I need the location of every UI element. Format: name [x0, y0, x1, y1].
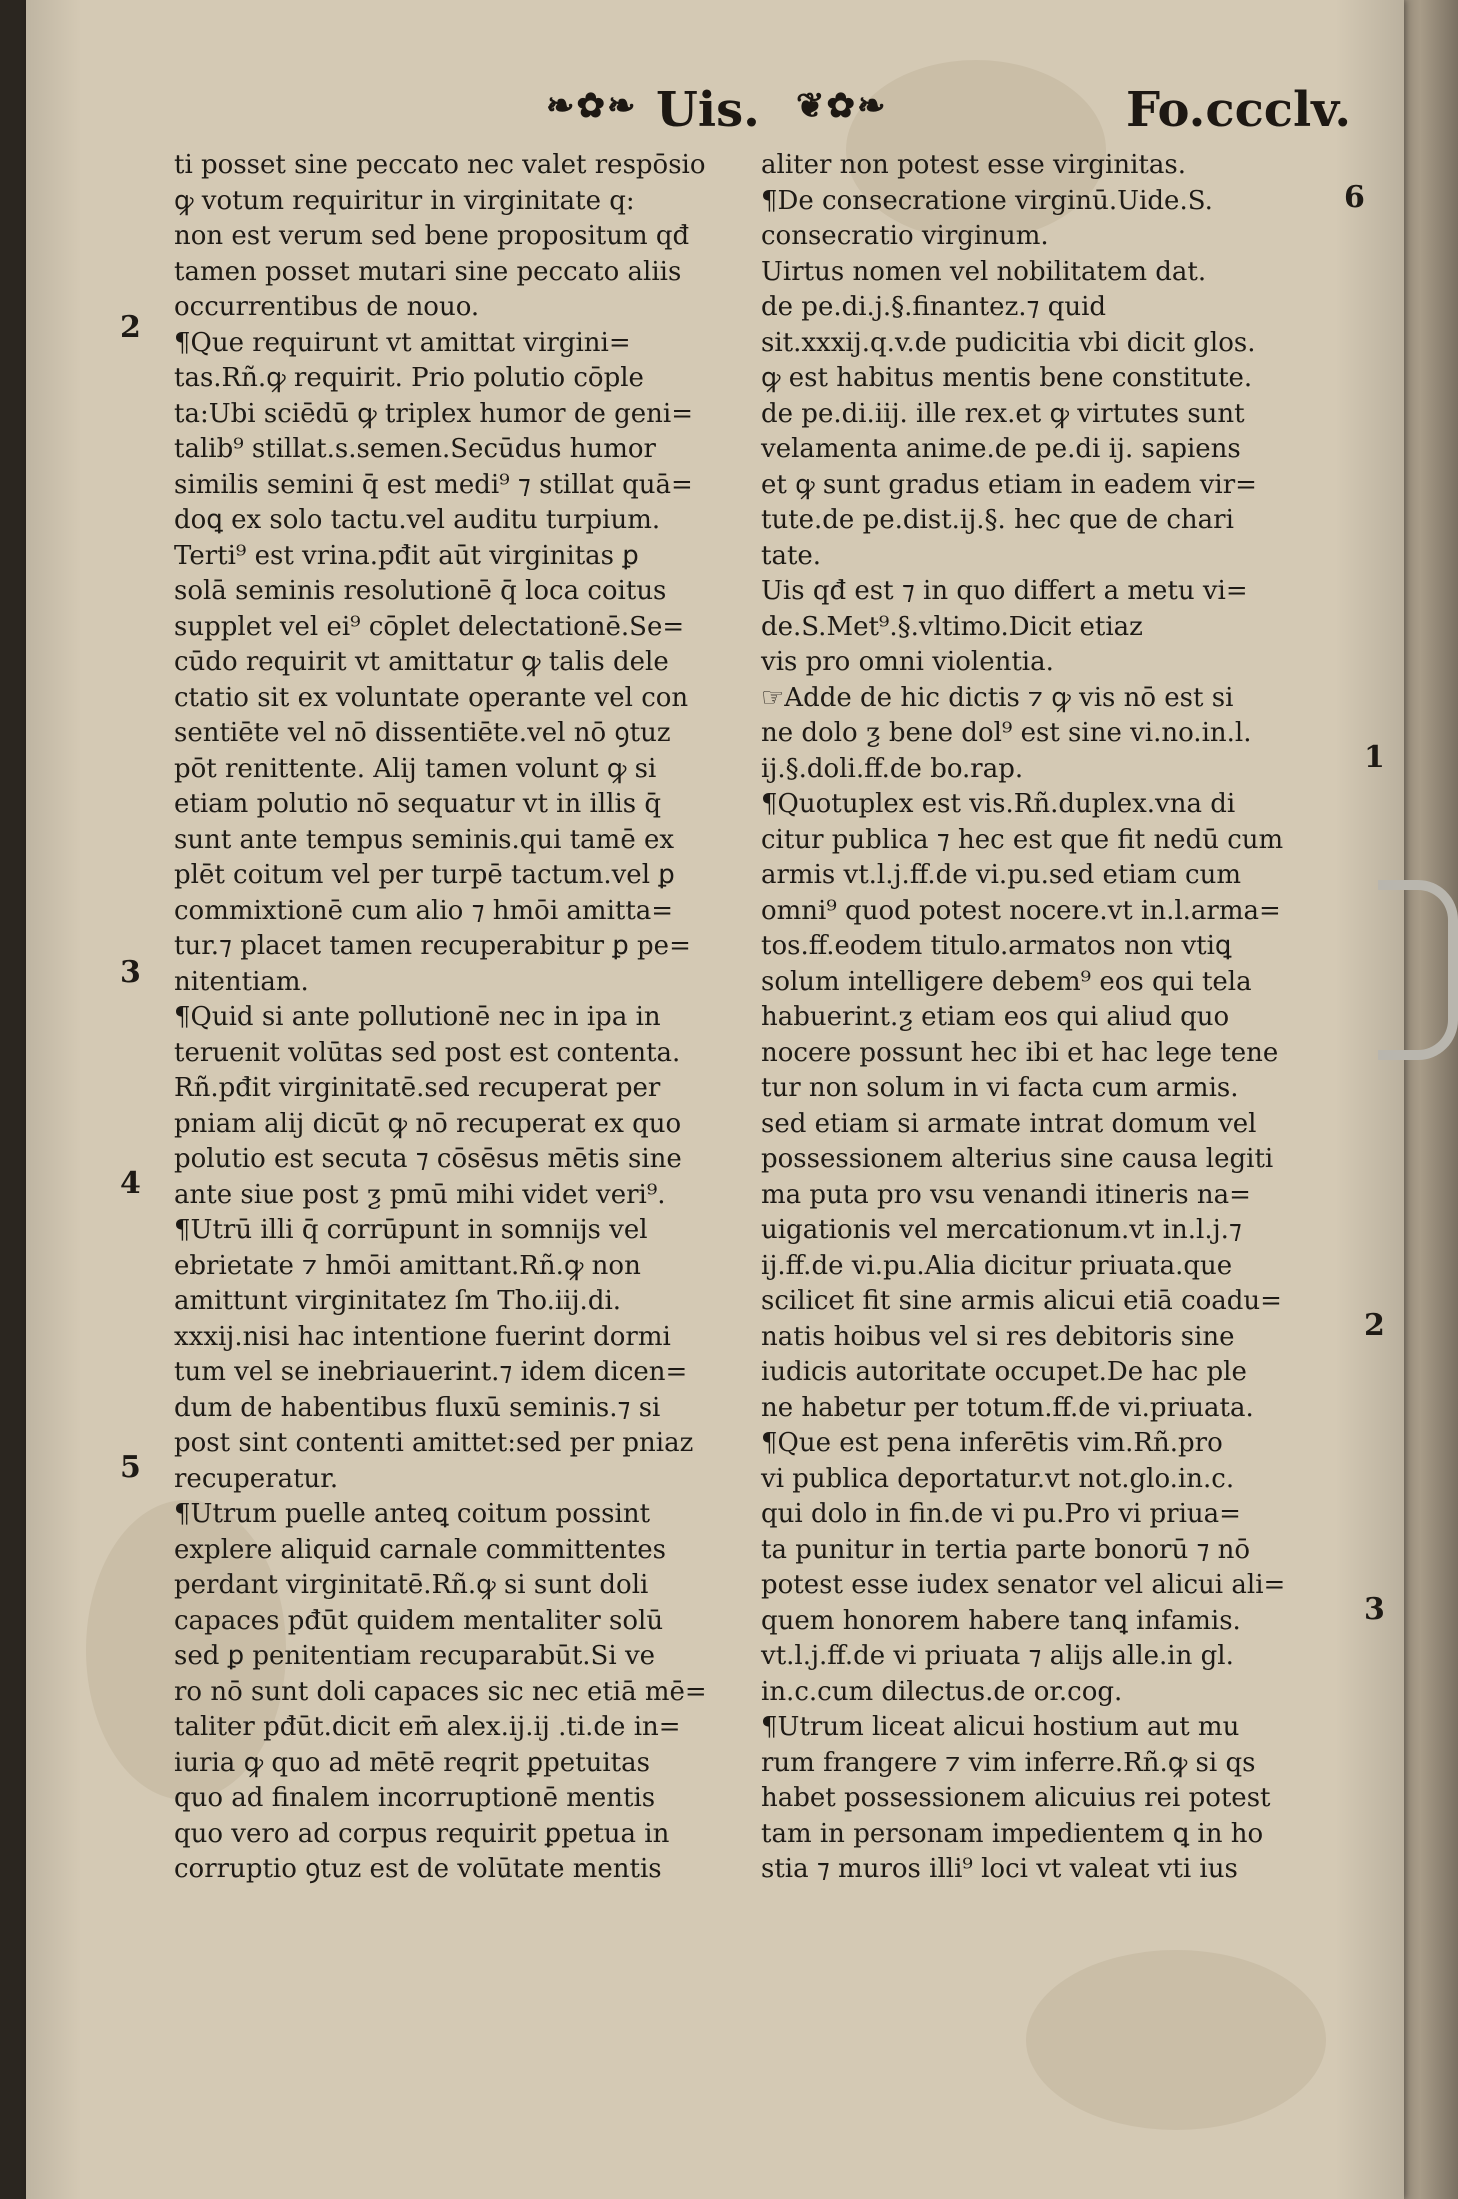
text-line: habuerint.ƺ etiam eos qui aliud quo	[761, 1002, 1230, 1032]
text-line: tate.	[761, 540, 822, 571]
text-line: omni⁹ quod potest nocere.vt in.l.arma=	[761, 895, 1281, 926]
text-line: ne habetur per totum.ff.de vi.priuata.	[761, 1392, 1254, 1423]
page-sheet	[26, 0, 1404, 2199]
text-line: scilicet fit sine armis alicui etiā coadu=	[761, 1286, 1282, 1316]
text-line: corruptio ꝯtuz est de volūtate mentis	[174, 1854, 662, 1884]
running-title: Uis.	[656, 82, 760, 138]
text-line: pōt renittente. Alij tamen volunt ꝙ si	[174, 753, 657, 784]
text-line: tam in personam impedientem ꝗ in ho	[761, 1818, 1264, 1849]
margin-number: 2	[120, 310, 141, 345]
paper-stain	[1026, 1950, 1326, 2130]
text-line: commixtionē cum alio ⁊ hmōi amitta=	[174, 895, 674, 926]
text-line: Terti⁹ est vrina.pđit aūt virginitas ꝑ	[174, 540, 639, 571]
text-line: similis semini q̄ est medi⁹ ⁊ stillat quā=	[174, 469, 693, 500]
text-line: doꝗ ex solo tactu.vel auditu turpium.	[174, 505, 661, 535]
text-line: ma puta pro vsu venandi itineris na=	[761, 1179, 1251, 1210]
text-line: Uirtus nomen vel nobilitatem dat.	[761, 256, 1207, 287]
margin-number: 2	[1364, 1308, 1385, 1343]
text-line: habet possessionem alicuius rei potest	[761, 1783, 1271, 1813]
text-line: rum frangere ⁊ vim inferre.Rñ.ꝙ si qs	[761, 1747, 1256, 1778]
text-line: non est verum sed bene propositum qđ	[174, 221, 690, 251]
text-line: iuria ꝙ quo ad mētē reqrit ꝑpetuitas	[174, 1747, 650, 1778]
page-clip	[1378, 880, 1458, 1060]
text-line: de pe.di.iij. ille rex.et ꝙ virtutes sunt	[761, 398, 1245, 429]
running-header	[526, 82, 1376, 140]
text-line: consecratio virginum.	[761, 221, 1049, 251]
text-line: ante siue post ƺ pmū mihi videt veri⁹.	[174, 1179, 666, 1210]
text-line: tamen posset mutari sine peccato aliis	[174, 256, 682, 287]
text-line: ebrietate ⁊ hmōi amittant.Rñ.ꝙ non	[174, 1250, 641, 1281]
text-line: natis hoibus vel si res debitoris sine	[761, 1321, 1235, 1352]
text-line: teruenit volūtas sed post est contenta.	[174, 1037, 681, 1068]
text-line: quo ad finalem incorruptionē mentis	[174, 1783, 656, 1813]
text-line: sunt ante tempus seminis.qui tamē ex	[174, 824, 675, 855]
text-line: quo vero ad corpus requirit ꝑpetua in	[174, 1818, 670, 1849]
text-line: ij.§.doli.ff.de bo.rap.	[761, 753, 1024, 784]
header-ornament-right-icon: ❦✿❧	[796, 86, 888, 126]
margin-number: 1	[1364, 740, 1385, 775]
text-line: xxxij.nisi hac intentione fuerint dormi	[174, 1321, 671, 1352]
text-line: solā seminis resolutionē q̄ loca coitus	[174, 576, 667, 606]
text-line: plēt coitum vel per turpē tactum.vel ꝑ	[174, 860, 675, 890]
text-line: ctatio sit ex voluntate operante vel con	[174, 682, 689, 713]
text-line: ☞Adde de hic dictis ⁊ ꝙ vis nō est si	[761, 682, 1234, 713]
text-line: tur.⁊ placet tamen recuperabitur ꝑ pe=	[174, 931, 691, 961]
left-text-column	[174, 148, 734, 1888]
text-line: ij.ff.de vi.pu.Alia dicitur priuata.que	[761, 1250, 1233, 1281]
text-line: supplet vel ei⁹ cōplet delectationē.Se=	[174, 611, 685, 642]
text-line: sentiēte vel nō dissentiēte.vel nō ꝯtuz	[174, 718, 671, 748]
text-line: sed ꝑ penitentiam recuparabūt.Si ve	[174, 1641, 656, 1671]
text-line: cūdo requirit vt amittatur ꝙ talis dele	[174, 647, 669, 677]
text-line: capaces pđūt quidem mentaliter solū	[174, 1605, 664, 1636]
text-line: ¶Utrum liceat alicui hostium aut mu	[761, 1712, 1240, 1742]
text-line: ne dolo ƺ bene dol⁹ est sine vi.no.in.l.	[761, 718, 1252, 748]
text-line: de.S.Met⁹.§.vltimo.Dicit etiaz	[761, 611, 1143, 642]
text-line: tas.Rñ.ꝙ requirit. Prio polutio cōple	[174, 363, 644, 393]
text-line: ti posset sine peccato nec valet respōsio	[174, 150, 706, 180]
text-line: ta:Ubi sciēdū ꝙ triplex humor de geni=	[174, 398, 694, 429]
margin-number: 4	[120, 1166, 141, 1201]
margin-number: 6	[1344, 180, 1365, 215]
text-line: possessionem alterius sine causa legiti	[761, 1144, 1274, 1174]
text-line: Uis qđ est ⁊ in quo differt a metu vi=	[761, 576, 1248, 606]
text-line: solum intelligere debem⁹ eos qui tela	[761, 966, 1252, 997]
text-line: ro nō sunt doli capaces sic nec etiā mē=	[174, 1676, 707, 1707]
text-line: dum de habentibus fluxū seminis.⁊ si	[174, 1392, 661, 1423]
text-line: vt.l.j.ff.de vi priuata ⁊ alijs alle.in gl.	[761, 1641, 1234, 1671]
text-line: Rñ.pđit virginitatē.sed recuperat per	[174, 1073, 661, 1103]
text-line: pniam alij dicūt ꝙ nō recuperat ex quo	[174, 1108, 682, 1139]
text-line: ꝙ votum requiritur in virginitate q:	[174, 185, 635, 216]
text-line: ta punitur in tertia parte bonorū ⁊ nō	[761, 1534, 1251, 1565]
text-line: ¶Quid si ante pollutionē nec in ipa in	[174, 1002, 661, 1032]
text-line: tur non solum in vi facta cum armis.	[761, 1073, 1239, 1103]
margin-number: 3	[1364, 1592, 1385, 1627]
text-line: taliter pđūt.dicit em̄ alex.ij.ij .ti.de in=	[174, 1712, 681, 1742]
text-line: polutio est secuta ⁊ cōsēsus mētis sine	[174, 1144, 682, 1174]
text-line: post sint contenti amittet:sed per pniaz	[174, 1428, 694, 1458]
text-line: nocere possunt hec ibi et hac lege tene	[761, 1037, 1279, 1068]
book-edge	[1395, 0, 1458, 2199]
text-line: amittunt virginitatez ſm Tho.iij.di.	[174, 1286, 622, 1316]
text-line: tute.de pe.dist.ij.§. hec que de chari	[761, 505, 1234, 535]
header-ornament-left-icon: ❧✿❧	[546, 86, 638, 126]
text-line: explere aliquid carnale committentes	[174, 1534, 666, 1565]
text-line: ¶Que requirunt vt amittat virgini=	[174, 327, 631, 358]
text-line: armis vt.l.j.ff.de vi.pu.sed etiam cum	[761, 860, 1242, 890]
text-line: tos.ff.eodem titulo.armatos non vtiꝗ	[761, 931, 1232, 961]
text-line: de pe.di.j.§.finantez.⁊ quid	[761, 292, 1107, 322]
text-line: aliter non potest esse virginitas.	[761, 150, 1186, 180]
text-line: ¶Utrū illi q̄ corrūpunt in somnijs vel	[174, 1215, 648, 1245]
text-line: occurrentibus de nouo.	[174, 292, 480, 322]
text-line: sed etiam si armate intrat domum vel	[761, 1108, 1257, 1139]
text-line: iudicis autoritate occupet.De hac ple	[761, 1357, 1247, 1387]
text-line: ¶Que est pena inferētis vim.Rñ.pro	[761, 1428, 1223, 1458]
margin-number: 5	[120, 1450, 141, 1485]
text-line: ꝙ est habitus mentis bene constitute.	[761, 363, 1253, 393]
text-line: vi publica deportatur.vt not.glo.in.c.	[761, 1463, 1235, 1494]
text-line: vis pro omni violentia.	[761, 647, 1054, 677]
book-gutter	[0, 0, 26, 2199]
text-line: in.c.cum dilectus.de or.cog.	[761, 1676, 1123, 1707]
text-line: ¶Quotuplex est vis.Rñ.duplex.vna di	[761, 789, 1236, 819]
text-line: qui dolo in fin.de vi pu.Pro vi priua=	[761, 1499, 1241, 1529]
text-line: ¶De consecratione virginū.Uide.S.	[761, 185, 1213, 216]
text-line: uigationis vel mercationum.vt in.l.j.⁊	[761, 1215, 1242, 1245]
margin-number: 3	[120, 955, 141, 990]
text-line: etiam polutio nō sequatur vt in illis q̄	[174, 789, 662, 819]
text-line: sit.xxxij.q.v.de pudicitia vbi dicit glos.	[761, 327, 1256, 358]
text-line: quem honorem habere tanꝗ infamis.	[761, 1605, 1241, 1636]
text-line: recuperatur.	[174, 1463, 339, 1494]
text-line: perdant virginitatē.Rñ.ꝙ si sunt doli	[174, 1570, 649, 1600]
text-line: velamenta anime.de pe.di ij. sapiens	[761, 434, 1241, 464]
text-line: stia ⁊ muros illi⁹ loci vt valeat vti ius	[761, 1854, 1238, 1884]
text-line: tum vel se inebriauerint.⁊ idem dicen=	[174, 1357, 688, 1387]
text-line: et ꝙ sunt gradus etiam in eadem vir=	[761, 469, 1257, 500]
text-line: nitentiam.	[174, 966, 309, 997]
text-line: talib⁹ stillat.s.semen.Secūdus humor	[174, 434, 656, 464]
text-line: citur publica ⁊ hec est que fit nedū cum	[761, 824, 1284, 855]
text-line: ¶Utrum puelle anteꝗ coitum possint	[174, 1499, 651, 1529]
folio-number: Fo.ccclv.	[1126, 82, 1352, 138]
right-text-column	[761, 148, 1371, 1888]
text-line: potest esse iudex senator vel alicui ali=	[761, 1570, 1286, 1600]
